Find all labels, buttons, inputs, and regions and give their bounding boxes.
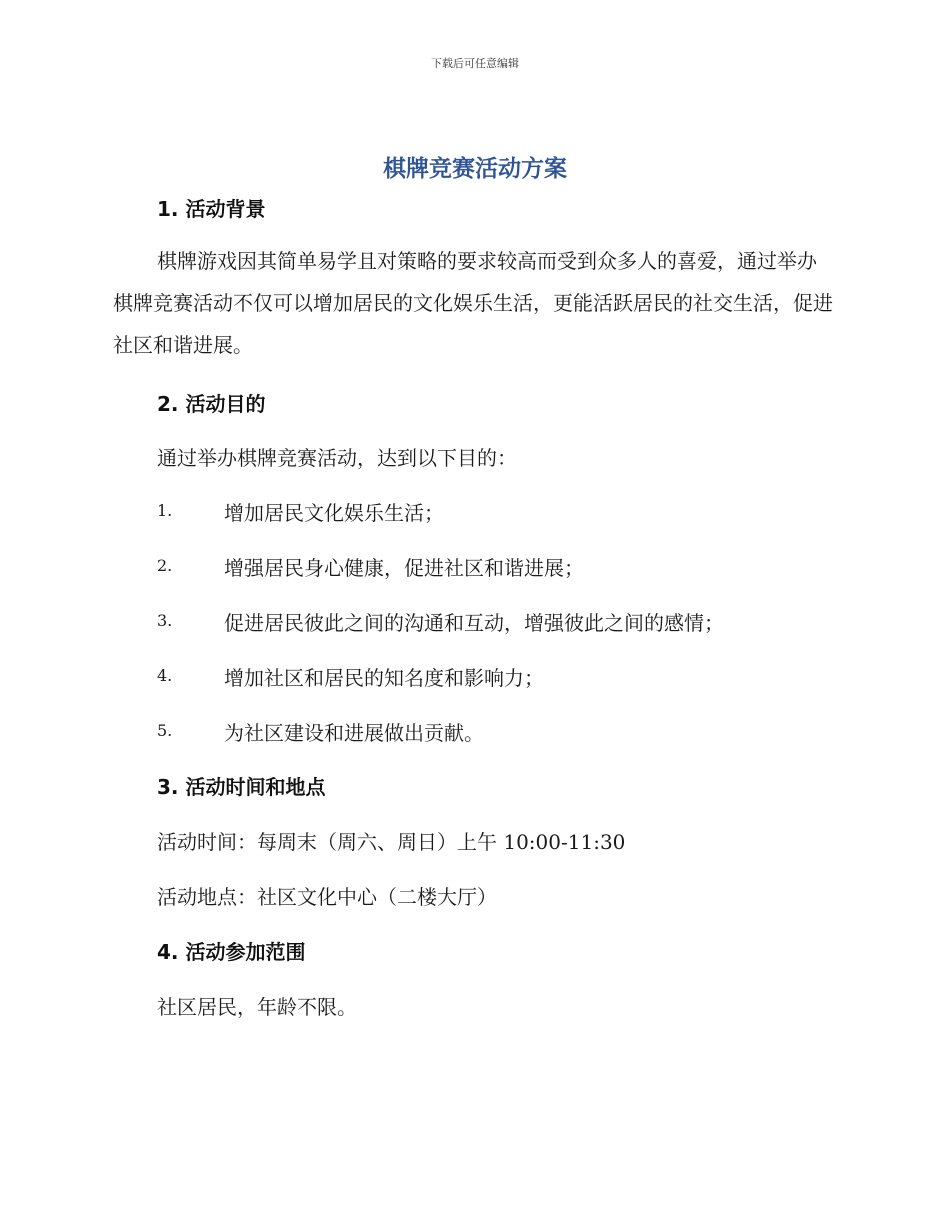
- list-item: 增强居民身心健康，促进社区和谐进展；: [224, 556, 584, 580]
- list-item-number: 1.: [157, 501, 173, 520]
- participation-scope: 社区居民，年龄不限。: [157, 995, 357, 1019]
- section-heading-purpose: 2. 活动目的: [157, 392, 266, 416]
- document-title: 棋牌竞赛活动方案: [383, 156, 567, 182]
- list-item-number: 3.: [157, 611, 173, 630]
- activity-time: 活动时间：每周末（周六、周日）上午 10:00-11:30: [157, 830, 626, 854]
- list-item-number: 5.: [157, 721, 173, 740]
- background-paragraph: 棋牌游戏因其简单易学且对策略的要求较高而受到众多人的喜爱，通过举办棋牌竞赛活动不仅可以增加居民的文化娱乐生活，更能活跃居民的社交生活，促进社区和谐进展。: [113, 249, 833, 357]
- purpose-intro: 通过举办棋牌竞赛活动，达到以下目的：: [157, 446, 517, 470]
- list-item-number: 4.: [157, 666, 173, 685]
- list-item-number: 2.: [157, 556, 173, 575]
- list-item: 促进居民彼此之间的沟通和互动，增强彼此之间的感情；: [224, 611, 724, 635]
- page-header: 下载后可任意编辑: [431, 57, 519, 70]
- list-item: 增加社区和居民的知名度和影响力；: [224, 666, 544, 690]
- section-heading-scope: 4. 活动参加范围: [157, 940, 306, 964]
- list-item: 为社区建设和进展做出贡献。: [224, 721, 484, 745]
- section-heading-time-place: 3. 活动时间和地点: [157, 775, 326, 799]
- activity-place: 活动地点：社区文化中心（二楼大厅）: [157, 885, 497, 909]
- list-item: 增加居民文化娱乐生活；: [224, 501, 444, 525]
- section-heading-background: 1. 活动背景: [157, 197, 266, 221]
